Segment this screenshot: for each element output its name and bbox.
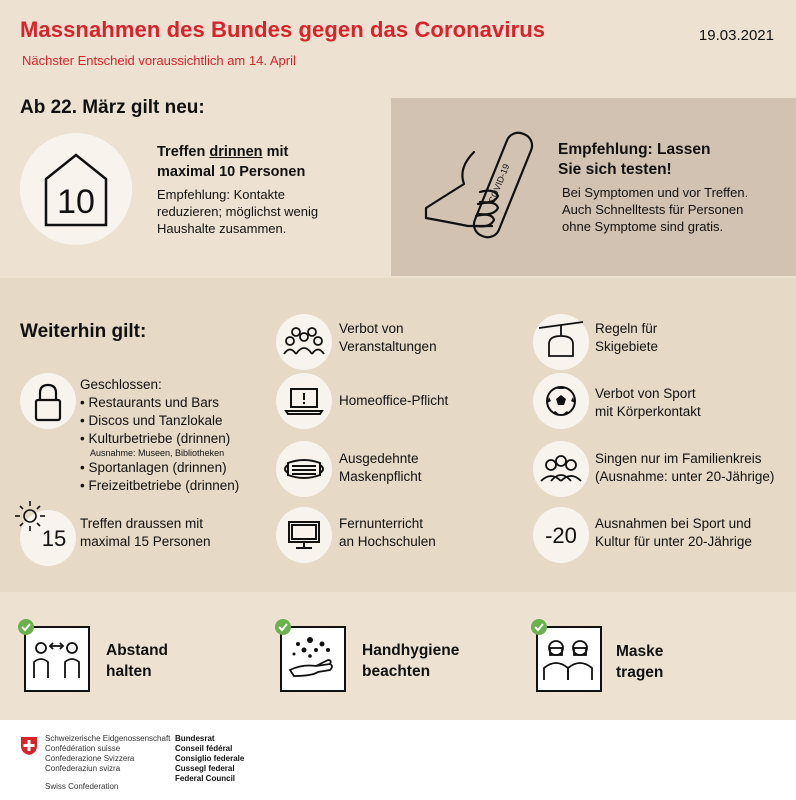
sun-icon <box>20 510 76 566</box>
distance-box <box>24 626 90 692</box>
singing-circle <box>533 441 589 497</box>
house-icon <box>20 133 132 245</box>
under-20-text: -20 <box>545 523 577 548</box>
under-20-icon <box>533 507 589 563</box>
gondola-circle <box>533 314 589 370</box>
handwashing-check-icon <box>275 619 291 635</box>
monitor-circle <box>276 507 332 563</box>
singing-label: Singen nur im Familienkreis (Ausnahme: unter 20-Jährige) <box>595 451 775 484</box>
event-ban-label: Verbot von Veranstaltungen <box>339 321 437 354</box>
distance-icon <box>26 628 87 689</box>
continued-heading: Weiterhin gilt: <box>20 321 147 342</box>
federal-council-names: Bundesrat Conseil fédéral Consiglio federale Cussegl federal Federal Council <box>175 734 245 783</box>
tube-label: COVID-19 <box>486 162 512 205</box>
under-20-circle <box>533 507 589 563</box>
testing-title: Empfehlung: Lassen Sie sich testen! <box>558 141 711 178</box>
singing-icon <box>533 441 589 497</box>
handwashing-box <box>280 626 346 692</box>
mask-icon <box>276 441 332 497</box>
masked-people-icon <box>538 628 599 689</box>
mask-circle <box>276 441 332 497</box>
indoor-meeting-desc: Empfehlung: Kontakte reduzieren; möglichst wenig Haushalte zusammen. <box>157 187 319 236</box>
mask-wearing-label: Maske tragen <box>616 643 664 681</box>
group-icon <box>276 314 332 370</box>
football-icon <box>533 373 589 429</box>
sun-15-circle <box>20 510 76 566</box>
handwashing-icon <box>282 628 343 689</box>
homeoffice-label: Homeoffice-Pflicht <box>339 393 449 408</box>
swiss-shield-icon <box>20 736 38 756</box>
page-subtitle: Nächster Entscheid voraussichtlich am 14. April <box>22 53 296 68</box>
outdoor-number: 15 <box>41 526 67 551</box>
testing-desc: Bei Symptomen und vor Treffen. Auch Schnelltests für Personen ohne Symptome sind gratis. <box>562 185 749 234</box>
swiss-confederation-label: Swiss Confederation <box>45 782 119 791</box>
indoor-meeting-title: Treffen drinnen mit maximal 10 Personen <box>157 144 306 180</box>
distance-label: Abstand halten <box>106 642 168 680</box>
closed-exception-note: Ausnahme: Museen, Bibliotheken <box>90 448 225 458</box>
federation-names: Schweizerische Eidgenossenschaft Confédération suisse Confederazione Svizzera Confederaziun svizra <box>45 734 171 773</box>
mask-check-icon <box>531 619 547 635</box>
lock-icon <box>20 373 76 429</box>
mask-duty-label: Ausgedehnte Maskenpflicht <box>339 451 422 484</box>
remote-teaching-label: Fernunterricht an Hochschulen <box>339 516 436 549</box>
publication-date: 19.03.2021 <box>698 27 774 44</box>
mask-wearing-box <box>536 626 602 692</box>
football-circle <box>533 373 589 429</box>
handwashing-label: Handhygiene beachten <box>362 642 460 680</box>
test-tube-hand-icon <box>418 108 550 258</box>
gondola-icon <box>533 314 589 370</box>
laptop-icon <box>276 373 332 429</box>
page-title: Massnahmen des Bundes gegen das Coronavirus <box>20 17 546 42</box>
ski-rules-label: Regeln für Skigebiete <box>595 321 659 354</box>
house-number: 10 <box>57 183 95 221</box>
group-circle <box>276 314 332 370</box>
new-measures-heading: Ab 22. März gilt neu: <box>20 97 205 118</box>
house-10-circle <box>20 133 132 245</box>
youth-exception-label: Ausnahmen bei Sport und Kultur für unter 20-Jährige <box>595 516 752 549</box>
outdoor-meeting-label: Treffen draussen mit maximal 15 Personen <box>80 516 211 549</box>
distance-check-icon <box>18 619 34 635</box>
contact-sport-ban-label: Verbot von Sport mit Körperkontakt <box>595 386 701 419</box>
closed-list: Geschlossen: • Restaurants und Bars • Discos und Tanzlokale • Kulturbetriebe (drinnen) Ausnahme: Museen, Bibliotheken • Sportanlagen (drinnen) • Freizeitbetriebe (drinnen) <box>80 377 240 493</box>
laptop-circle <box>276 373 332 429</box>
lock-circle <box>20 373 76 429</box>
monitor-icon <box>276 507 332 563</box>
